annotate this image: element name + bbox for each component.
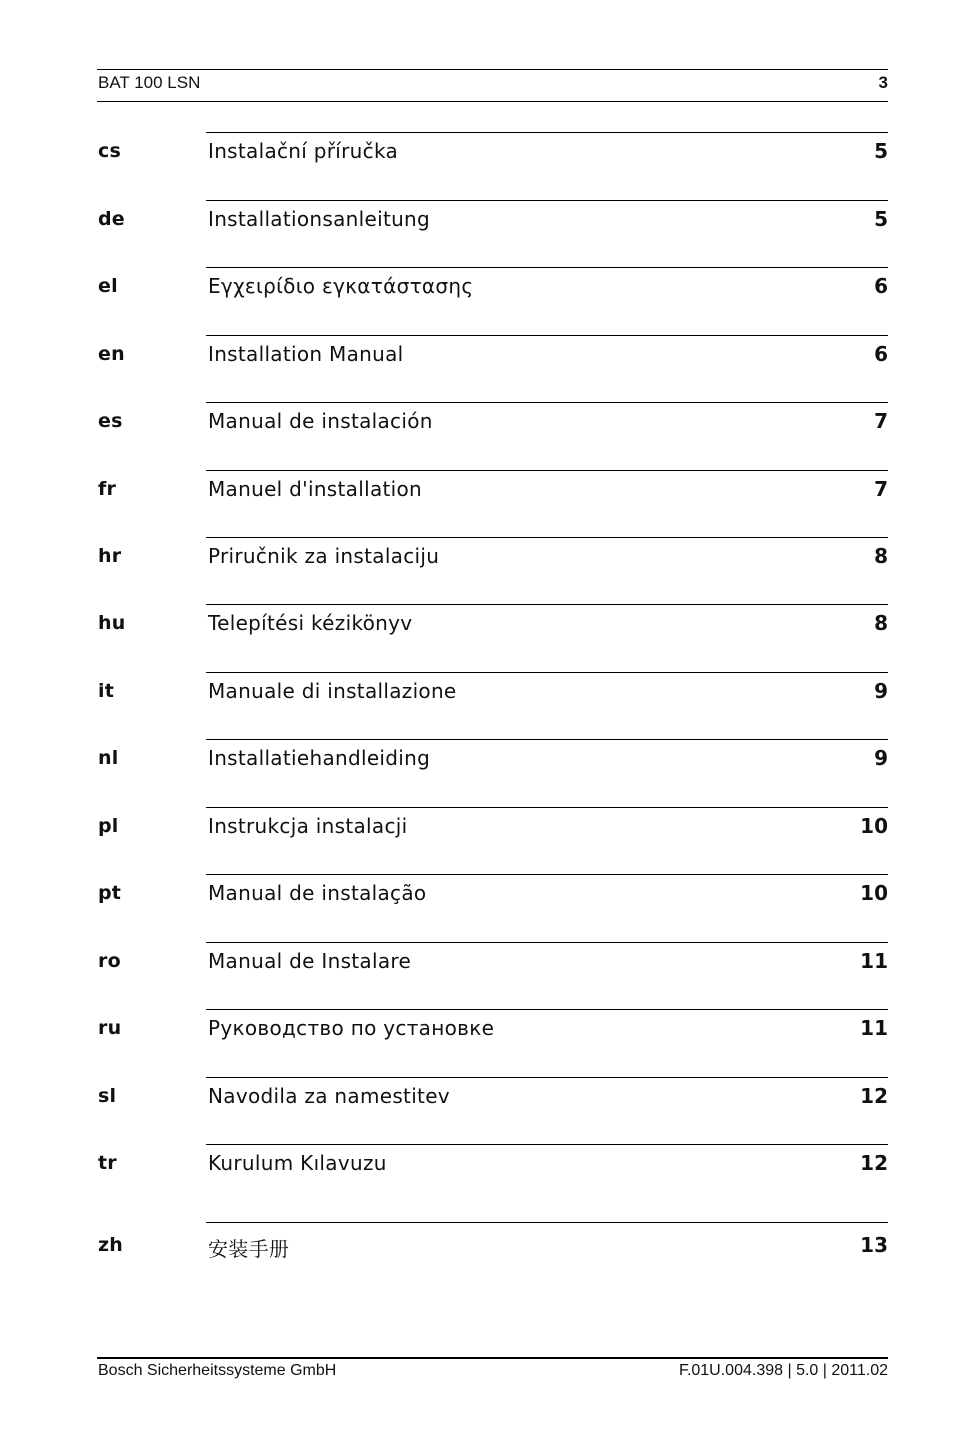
entry-title[interactable]: Εγχειρίδιο εγκατάστασης <box>208 274 474 298</box>
entry-divider <box>206 1077 888 1078</box>
language-code: de <box>98 208 125 230</box>
entry-divider <box>206 739 888 740</box>
toc-entry-sl[interactable] <box>0 1077 954 1117</box>
entry-page-number: 8 <box>874 611 888 635</box>
toc-entry-it[interactable] <box>0 672 954 712</box>
document-title: BAT 100 LSN <box>98 73 201 92</box>
toc-entry-pt[interactable] <box>0 874 954 914</box>
language-code: hu <box>98 612 126 634</box>
entry-title[interactable]: 安装手册 <box>208 1237 290 1261</box>
entry-title[interactable]: Telepítési kézikönyv <box>208 611 413 635</box>
entry-divider <box>206 1144 888 1145</box>
toc-entry-fr[interactable] <box>0 470 954 510</box>
toc-entry-es[interactable] <box>0 402 954 442</box>
entry-divider <box>206 1009 888 1010</box>
entry-page-number: 12 <box>860 1151 888 1175</box>
page-footer <box>97 1357 888 1387</box>
entry-divider <box>206 200 888 201</box>
entry-divider <box>206 672 888 673</box>
entry-divider <box>206 1222 888 1223</box>
language-code: zh <box>98 1234 123 1256</box>
entry-title[interactable]: Instrukcja instalacji <box>208 814 408 838</box>
entry-page-number: 10 <box>860 881 888 905</box>
page-header <box>97 69 888 102</box>
entry-page-number: 11 <box>860 949 888 973</box>
toc-entry-ro[interactable] <box>0 942 954 982</box>
entry-title[interactable]: Руководство по установке <box>208 1016 495 1040</box>
entry-divider <box>206 874 888 875</box>
toc-entry-el[interactable] <box>0 267 954 307</box>
entry-title[interactable]: Manual de Instalare <box>208 949 412 973</box>
entry-page-number: 7 <box>874 477 888 501</box>
toc-entry-nl[interactable] <box>0 739 954 779</box>
entry-divider <box>206 537 888 538</box>
language-code: nl <box>98 747 119 769</box>
language-code: ro <box>98 950 121 972</box>
entry-page-number: 5 <box>874 139 888 163</box>
toc-entry-zh[interactable] <box>0 1222 954 1262</box>
entry-divider <box>206 942 888 943</box>
entry-page-number: 7 <box>874 409 888 433</box>
toc-entry-ru[interactable] <box>0 1009 954 1049</box>
company-name: Bosch Sicherheitssysteme GmbH <box>98 1362 337 1379</box>
toc-entry-hr[interactable] <box>0 537 954 577</box>
toc-entry-hu[interactable] <box>0 604 954 644</box>
entry-divider <box>206 335 888 336</box>
language-code: cs <box>98 140 121 162</box>
language-code: hr <box>98 545 122 567</box>
entry-page-number: 6 <box>874 274 888 298</box>
entry-divider <box>206 807 888 808</box>
toc-entry-en[interactable] <box>0 335 954 375</box>
toc-entry-de[interactable] <box>0 200 954 240</box>
entry-page-number: 13 <box>860 1233 888 1257</box>
entry-title[interactable]: Manuale di installazione <box>208 679 457 703</box>
entry-page-number: 9 <box>874 679 888 703</box>
entry-title[interactable]: Instalační příručka <box>208 139 399 163</box>
entry-title[interactable]: Kurulum Kılavuzu <box>208 1151 387 1175</box>
language-code: tr <box>98 1152 117 1174</box>
language-code: es <box>98 410 123 432</box>
document-reference: F.01U.004.398 | 5.0 | 2011.02 <box>678 1362 888 1379</box>
language-code: fr <box>98 478 117 500</box>
toc-entry-pl[interactable] <box>0 807 954 847</box>
entry-page-number: 11 <box>860 1016 888 1040</box>
entry-divider <box>206 402 888 403</box>
language-code: ru <box>98 1017 122 1039</box>
entry-title[interactable]: Manual de instalação <box>208 881 427 905</box>
language-code: en <box>98 343 125 365</box>
entry-page-number: 12 <box>860 1084 888 1108</box>
entry-page-number: 6 <box>874 342 888 366</box>
entry-divider <box>206 267 888 268</box>
language-code: pt <box>98 882 122 904</box>
entry-divider <box>206 604 888 605</box>
page-number: 3 <box>878 73 888 92</box>
language-code: sl <box>98 1085 117 1107</box>
entry-title[interactable]: Installatiehandleiding <box>208 746 431 770</box>
entry-divider <box>206 132 888 133</box>
toc-entry-cs[interactable] <box>0 132 954 172</box>
entry-title[interactable]: Manuel d'installation <box>208 477 423 501</box>
entry-page-number: 10 <box>860 814 888 838</box>
language-code: pl <box>98 815 119 837</box>
entry-title[interactable]: Installationsanleitung <box>208 207 431 231</box>
entry-page-number: 5 <box>874 207 888 231</box>
entry-page-number: 8 <box>874 544 888 568</box>
language-code: it <box>98 680 114 702</box>
entry-title[interactable]: Manual de instalación <box>208 409 433 433</box>
entry-page-number: 9 <box>874 746 888 770</box>
entry-title[interactable]: Navodila za namestitev <box>208 1084 450 1108</box>
language-code: el <box>98 275 118 297</box>
entry-title[interactable]: Installation Manual <box>208 342 404 366</box>
entry-title[interactable]: Priručnik za instalaciju <box>208 544 440 568</box>
entry-divider <box>206 470 888 471</box>
toc-entry-tr[interactable] <box>0 1144 954 1184</box>
